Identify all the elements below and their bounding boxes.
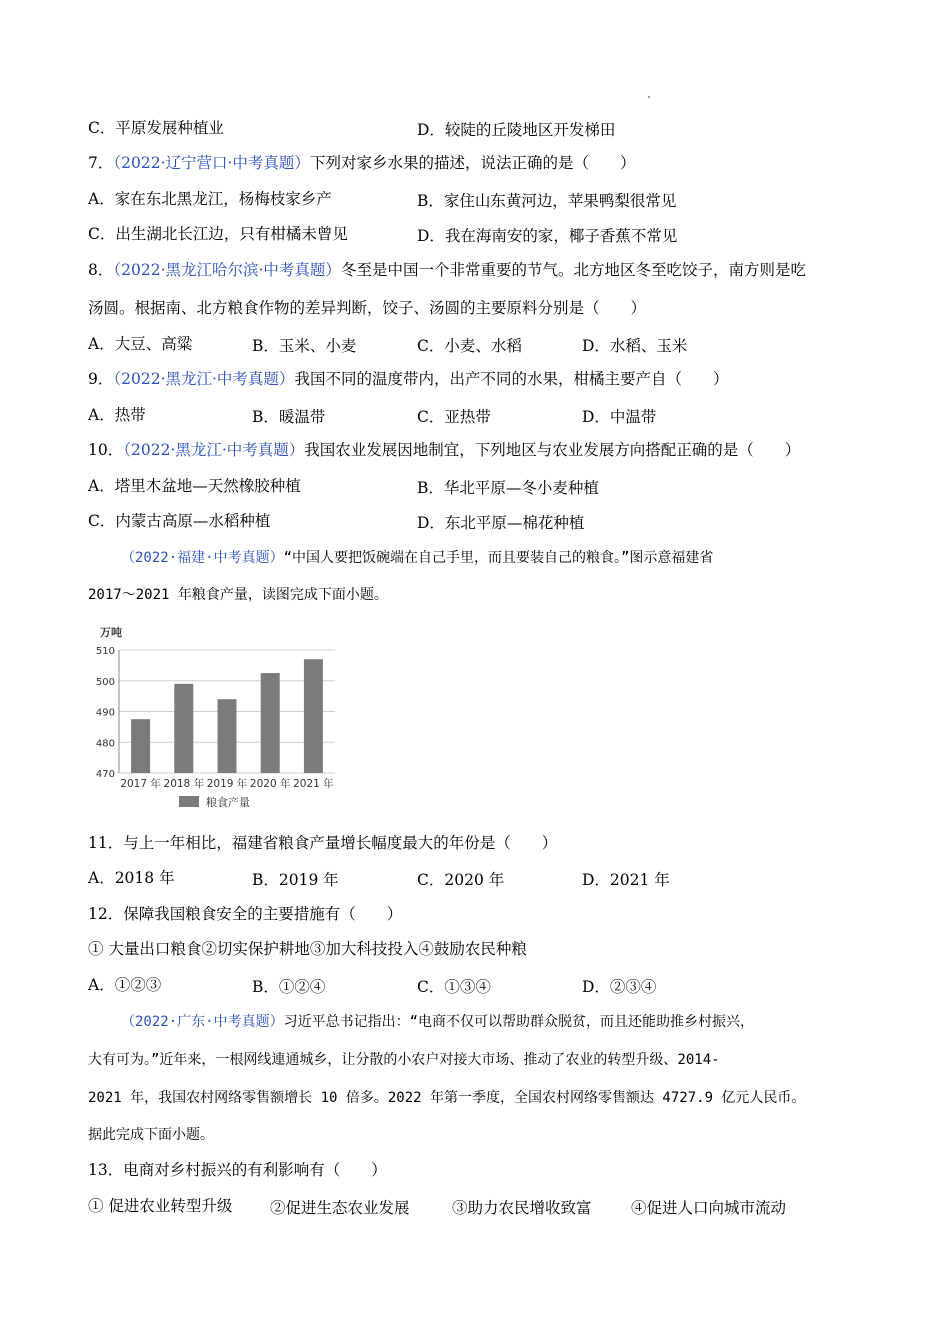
- y-tick-label: 490: [95, 707, 115, 719]
- passage-source: （2022·福建·中考真题）: [121, 550, 284, 566]
- y-axis-label: 万吨: [100, 626, 122, 639]
- passage-2-line4: 据此完成下面小题。: [88, 1127, 214, 1143]
- q11-option-a: A．2018 年: [88, 869, 175, 887]
- bar: [174, 684, 193, 773]
- passage-2-line3: 2021 年，我国农村网络零售额增长 10 倍多。2022 年第一季度，全国农村网络零售额达 4727.9 亿元人民币。: [88, 1090, 806, 1106]
- bar: [261, 673, 280, 773]
- passage-1: [121, 548, 713, 568]
- question-10: [88, 440, 800, 460]
- page-mark: [648, 96, 650, 98]
- q13-option-2: ②促进生态农业发展: [270, 1199, 410, 1217]
- question-number: 10．: [88, 441, 124, 459]
- q10-option-a: A．塔里木盆地—天然橡胶种植: [88, 477, 301, 495]
- x-tick-label: 2017 年: [120, 778, 161, 790]
- q13-option-1: ① 促进农业转型升级: [88, 1197, 233, 1215]
- q10-option-c: C．内蒙古高原—水稻种植: [88, 512, 271, 530]
- question-9: [88, 369, 728, 389]
- q10-option-b: B．华北平原—冬小麦种植: [417, 479, 599, 497]
- q9-option-b: B．暖温带: [252, 408, 326, 426]
- bar: [131, 719, 150, 773]
- passage-2-line2: 大有可为。”近年来，一根网线連通城乡，让分散的小农户对接大市场、推动了农业的转型升级、2014-: [88, 1052, 720, 1068]
- passage-1-cont: 2017～2021 年粮食产量，读图完成下面小题。: [88, 587, 388, 603]
- question-source: （2022·黑龙江·中考真题）: [123, 441, 305, 459]
- question-number: 8．: [88, 261, 114, 279]
- y-tick-label: 480: [95, 738, 115, 750]
- q11-option-b: B．2019 年: [252, 871, 339, 889]
- passage-text: 习近平总书记指出：“电商不仅可以帮助群众脱贫，而且还能助推乡村振兴，: [283, 1014, 755, 1030]
- q10-option-d: D．东北平原—棉花种植: [417, 514, 585, 532]
- y-tick-label: 500: [95, 676, 115, 688]
- bar: [218, 699, 237, 773]
- option-d-prev: D．较陡的丘陵地区开发梯田: [417, 121, 616, 139]
- q8-option-c: C．小麦、水稻: [417, 337, 522, 355]
- q7-option-d: D．我在海南安的家，椰子香蕉不常见: [417, 227, 678, 245]
- question-text: 我国农业发展因地制宜，下列地区与农业发展方向搭配正确的是（ ）: [304, 441, 801, 459]
- q12-option-c: C．①③④: [417, 978, 491, 996]
- q9-option-a: A．热带: [88, 406, 146, 424]
- question-number: 9．: [88, 370, 114, 388]
- x-tick-label: 2020 年: [249, 778, 291, 790]
- q12-option-a: A．①②③: [88, 976, 162, 994]
- question-number: 7．: [88, 154, 114, 172]
- q12-option-d: D．②③④: [582, 978, 657, 996]
- question-11: 11．与上一年相比，福建省粮食产量增长幅度最大的年份是（ ）: [88, 834, 558, 852]
- q7-option-a: A．家在东北黑龙江，杨梅枝家乡产: [88, 190, 332, 208]
- q12-items: ① 大量出口粮食②切实保护耕地③加大科技投入④鼓励农民种粮: [88, 940, 527, 958]
- q13-option-4: ④促进人口向城市流动: [631, 1199, 787, 1217]
- option-c-prev: C．平原发展种植业: [88, 119, 224, 137]
- question-text: 下列对家乡水果的描述，说法正确的是（ ）: [309, 154, 636, 172]
- q11-option-c: C．2020 年: [417, 871, 505, 889]
- q8-option-a: A．大豆、高粱: [88, 335, 193, 353]
- passage-source: （2022·广东·中考真题）: [121, 1014, 284, 1030]
- question-7: [88, 153, 635, 173]
- x-tick-label: 2019 年: [206, 778, 248, 790]
- q7-option-b: B．家住山东黄河边，苹果鸭梨很常见: [417, 192, 677, 210]
- question-source: （2022·辽宁营口·中考真题）: [113, 154, 310, 172]
- question-12: 12．保障我国粮食安全的主要措施有（ ）: [88, 905, 403, 923]
- x-tick-label: 2021 年: [293, 778, 334, 790]
- question-source: （2022·黑龙江哈尔滨·中考真题）: [113, 261, 341, 279]
- q9-option-c: C．亚热带: [417, 408, 491, 426]
- q12-option-b: B．①②④: [252, 978, 326, 996]
- question-8-cont: 汤圆。根据南、北方粮食作物的差异判断，饺子、汤圆的主要原料分别是（ ）: [88, 299, 647, 317]
- bar: [304, 659, 323, 773]
- x-tick-label: 2018 年: [163, 778, 205, 790]
- bar-chart: [90, 622, 342, 812]
- grain-production-chart: [90, 622, 342, 812]
- y-tick-label: 510: [95, 646, 115, 657]
- passage-text: “中国人要把饭碗端在自己手里，而且要装自己的粮食。”图示意福建省: [283, 550, 714, 566]
- question-8: [88, 260, 806, 280]
- q13-option-3: ③助力农民增收致富: [452, 1199, 592, 1217]
- q8-option-d: D．水稻、玉米: [582, 337, 688, 355]
- y-tick-label: 470: [95, 769, 115, 780]
- q7-option-c: C．出生湖北长江边，只有柑橘未曾见: [88, 225, 348, 243]
- legend-label: 粮食产量: [206, 796, 250, 809]
- question-13: 13．电商对乡村振兴的有利影响有（ ）: [88, 1161, 387, 1179]
- question-text: 冬至是中国一个非常重要的节气。北方地区冬至吃饺子，南方则是吃: [340, 261, 806, 279]
- question-text: 我国不同的温度带内，出产不同的水果，柑橘主要产自（ ）: [294, 370, 729, 388]
- question-source: （2022·黑龙江·中考真题）: [113, 370, 295, 388]
- q11-option-d: D．2021 年: [582, 871, 670, 889]
- q8-option-b: B．玉米、小麦: [252, 337, 357, 355]
- passage-2: [121, 1012, 754, 1032]
- legend-swatch: [179, 796, 199, 807]
- q9-option-d: D．中温带: [582, 408, 657, 426]
